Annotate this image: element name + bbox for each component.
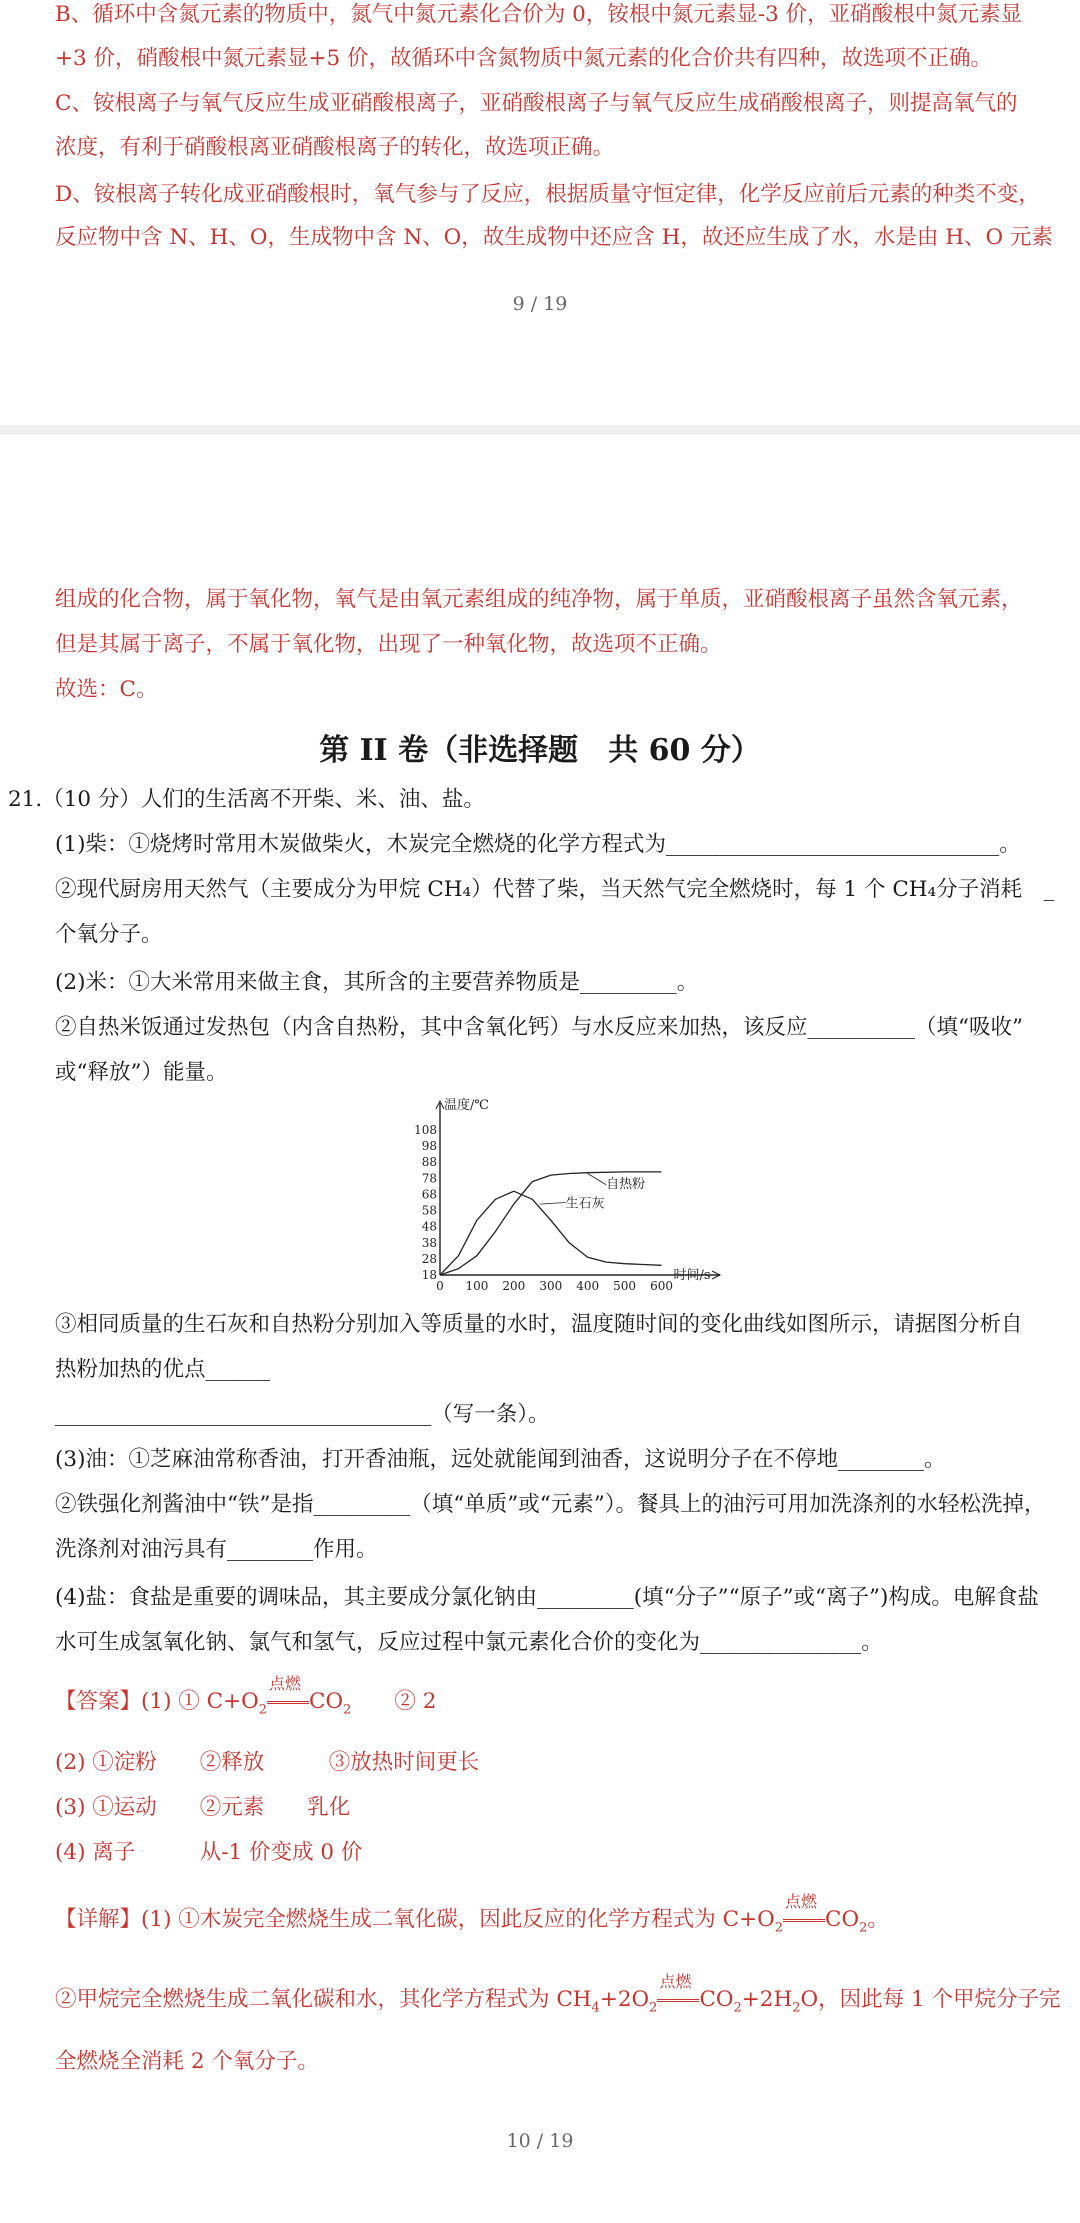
y-tick-label: 68 <box>421 1187 437 1202</box>
y-tick-label: 38 <box>421 1235 437 1250</box>
x-tick-label: 100 <box>465 1279 489 1293</box>
text-line: D、铵根离子转化成亚硝酸根时，氧气参与了反应，根据质量守恒定律，化学反应前后元素的种类不变， <box>55 182 1040 207</box>
question-line: ②铁强化剂酱油中“铁”是指_________（填“单质”或“元素”）。餐具上的油污可用加洗涤剂的水轻松洗掉， <box>55 1492 1046 1517</box>
detail-line-2 <box>55 1972 1061 2023</box>
equals-bar <box>657 1999 699 2002</box>
x-tick-label: 400 <box>576 1279 600 1293</box>
question-line: 21.（10 分）人们的生活离不开柴、米、油、盐。 <box>8 787 485 812</box>
detail-line-3: 全燃烧全消耗 2 个氧分子。 <box>55 2049 319 2074</box>
reaction-condition <box>657 1972 699 2015</box>
question-line: ②现代厨房用天然气（主要成分为甲烷 CH₄）代替了柴，当天然气完全燃烧时，每 1 个 CH₄分子消耗 _ <box>55 877 1055 902</box>
text-line: B、循环中含氮元素的物质中，氮气中氮元素化合价为 0，铵根中氮元素显-3 价，亚硝酸根中氮元素显 <box>55 2 1023 27</box>
y-tick-label: 88 <box>421 1155 437 1170</box>
y-tick-label: 48 <box>421 1219 437 1234</box>
condition-label: 点燃 <box>785 1892 818 1911</box>
text-line: C、铵根离子与氧气反应生成亚硝酸根离子，亚硝酸根离子与氧气反应生成硝酸根离子，则提高氧气的 <box>55 91 1018 116</box>
equals-bar <box>783 1919 825 1922</box>
question-line: 水可生成氢氧化钠、氯气和氢气，反应过程中氯元素化合价的变化为_______________。 <box>55 1630 883 1655</box>
y-tick-label: 108 <box>414 1123 437 1137</box>
x-tick-label: 300 <box>539 1279 563 1293</box>
detail-text: +2H <box>741 1987 793 2012</box>
text-line: 浓度，有利于硝酸根离亚硝酸根离子的转化，故选项正确。 <box>55 135 615 160</box>
temperature-chart <box>395 1095 725 1295</box>
section-title: 第 II 卷（非选择题 共 60 分） <box>319 733 761 768</box>
detail-text: CO <box>825 1907 860 1932</box>
detail-text: O，因此每 1 个甲烷分子完 <box>800 1987 1061 2012</box>
answer-line-3: (3) ①运动 ②元素 乳化 <box>55 1795 351 1820</box>
page-10 <box>0 435 1080 2223</box>
condition-label: 点燃 <box>659 1972 692 1991</box>
text-line: 反应物中含 N、H、O，生成物中含 N、O，故生成物中还应含 H，故还应生成了水，水是由 H、O 元素 <box>55 225 1053 250</box>
y-axis-label: 温度/℃ <box>444 1098 489 1113</box>
y-tick-label: 98 <box>421 1139 437 1154</box>
subscript: 2 <box>258 1702 268 1718</box>
detail-text: (1) ①木炭完全燃烧生成二氧化碳，因此反应的化学方程式为 C+O <box>141 1907 775 1932</box>
question-line: 或“释放”）能量。 <box>55 1060 228 1085</box>
page-number: 9 / 19 <box>512 293 568 315</box>
detail-label: 【详解】 <box>55 1907 142 1932</box>
leader-line <box>588 1174 606 1185</box>
question-line: (4)盐：食盐是重要的调味品，其主要成分氯化钠由_________(填“分子”“原子”或“离子”)构成。电解食盐 <box>55 1585 1039 1610</box>
question-line: 洗涤剂对油污具有________作用。 <box>55 1537 378 1562</box>
subscript: 2 <box>792 2000 801 2016</box>
question-line: 个氧分子。 <box>55 922 163 947</box>
x-tick-label: 0 <box>436 1279 444 1293</box>
subscript: 2 <box>733 2000 742 2016</box>
detail-text: 。 <box>867 1907 889 1932</box>
page-9 <box>0 0 1080 425</box>
question-line: (1)柴：①烧烤时常用木炭做柴火，木炭完全燃烧的化学方程式为_______________________________。 <box>55 832 1021 857</box>
answer-label: 【答案】 <box>55 1689 142 1714</box>
question-line: (3)油：①芝麻油常称香油，打开香油瓶，远处就能闻到油香，这说明分子在不停地________。 <box>55 1447 946 1472</box>
answer-text: (1) ① C+O <box>141 1689 259 1714</box>
question-line: ___________________________________（写一条）。 <box>55 1402 550 1427</box>
answer-text: CO <box>309 1689 344 1714</box>
answer-line-2: (2) ①淀粉 ②释放 ③放热时间更长 <box>55 1750 480 1775</box>
subscript: 2 <box>774 1920 784 1936</box>
subscript: 4 <box>591 2000 600 2016</box>
x-axis-label: 时间/s <box>673 1268 711 1283</box>
answer-line-1 <box>55 1674 1060 1725</box>
x-tick-label: 600 <box>650 1279 673 1293</box>
page-separator <box>0 425 1080 435</box>
x-tick-label: 500 <box>613 1279 637 1293</box>
reaction-condition <box>783 1892 825 1935</box>
reaction-condition <box>267 1674 309 1717</box>
leader-line <box>540 1203 566 1205</box>
question-line: 热粉加热的优点______ <box>55 1357 271 1382</box>
text-line: 故选：C。 <box>55 677 158 702</box>
series-label-shengshihui: 生石灰 <box>565 1196 605 1212</box>
detail-text: +2O <box>599 1987 650 2012</box>
y-tick-label: 78 <box>421 1171 437 1186</box>
detail-text: ②甲烷完全燃烧生成二氧化碳和水，其化学方程式为 CH <box>55 1987 592 2012</box>
subscript: 2 <box>649 2000 658 2016</box>
y-tick-label: 58 <box>421 1203 437 1218</box>
answer-text: ② 2 <box>351 1689 437 1714</box>
detail-line-1 <box>55 1892 1060 1943</box>
condition-label: 点燃 <box>269 1674 302 1693</box>
equals-bar <box>267 1701 309 1704</box>
detail-text: CO <box>699 1987 734 2012</box>
page-number: 10 / 19 <box>506 2130 574 2152</box>
x-tick-label: 200 <box>502 1279 526 1293</box>
text-line: 但是其属于离子，不属于氧化物，出现了一种氧化物，故选项不正确。 <box>55 632 722 657</box>
series-label-zirefen: 自热粉 <box>606 1177 646 1192</box>
subscript: 2 <box>343 1702 352 1718</box>
subscript: 2 <box>859 1920 868 1936</box>
question-line: ③相同质量的生石灰和自热粉分别加入等质量的水时，温度随时间的变化曲线如图所示，请据图分析自 <box>55 1312 1023 1337</box>
question-line: ②自热米饭通过发热包（内含自热粉，其中含氧化钙）与水反应来加热，该反应__________（填“吸收” <box>55 1015 1023 1040</box>
y-tick-label: 28 <box>421 1251 437 1266</box>
y-tick-label: 18 <box>421 1268 437 1282</box>
text-line: +3 价，硝酸根中氮元素显+5 价，故循环中含氮物质中氮元素的化合价共有四种，故选项不正确。 <box>55 46 993 71</box>
answer-line-4: (4) 离子 从-1 价变成 0 价 <box>55 1840 363 1865</box>
text-line: 组成的化合物，属于氧化物，氧气是由氧元素组成的纯净物，属于单质，亚硝酸根离子虽然含氧元素， <box>55 587 1023 612</box>
question-line: (2)米：①大米常用来做主食，其所含的主要营养物质是_________。 <box>55 970 699 995</box>
